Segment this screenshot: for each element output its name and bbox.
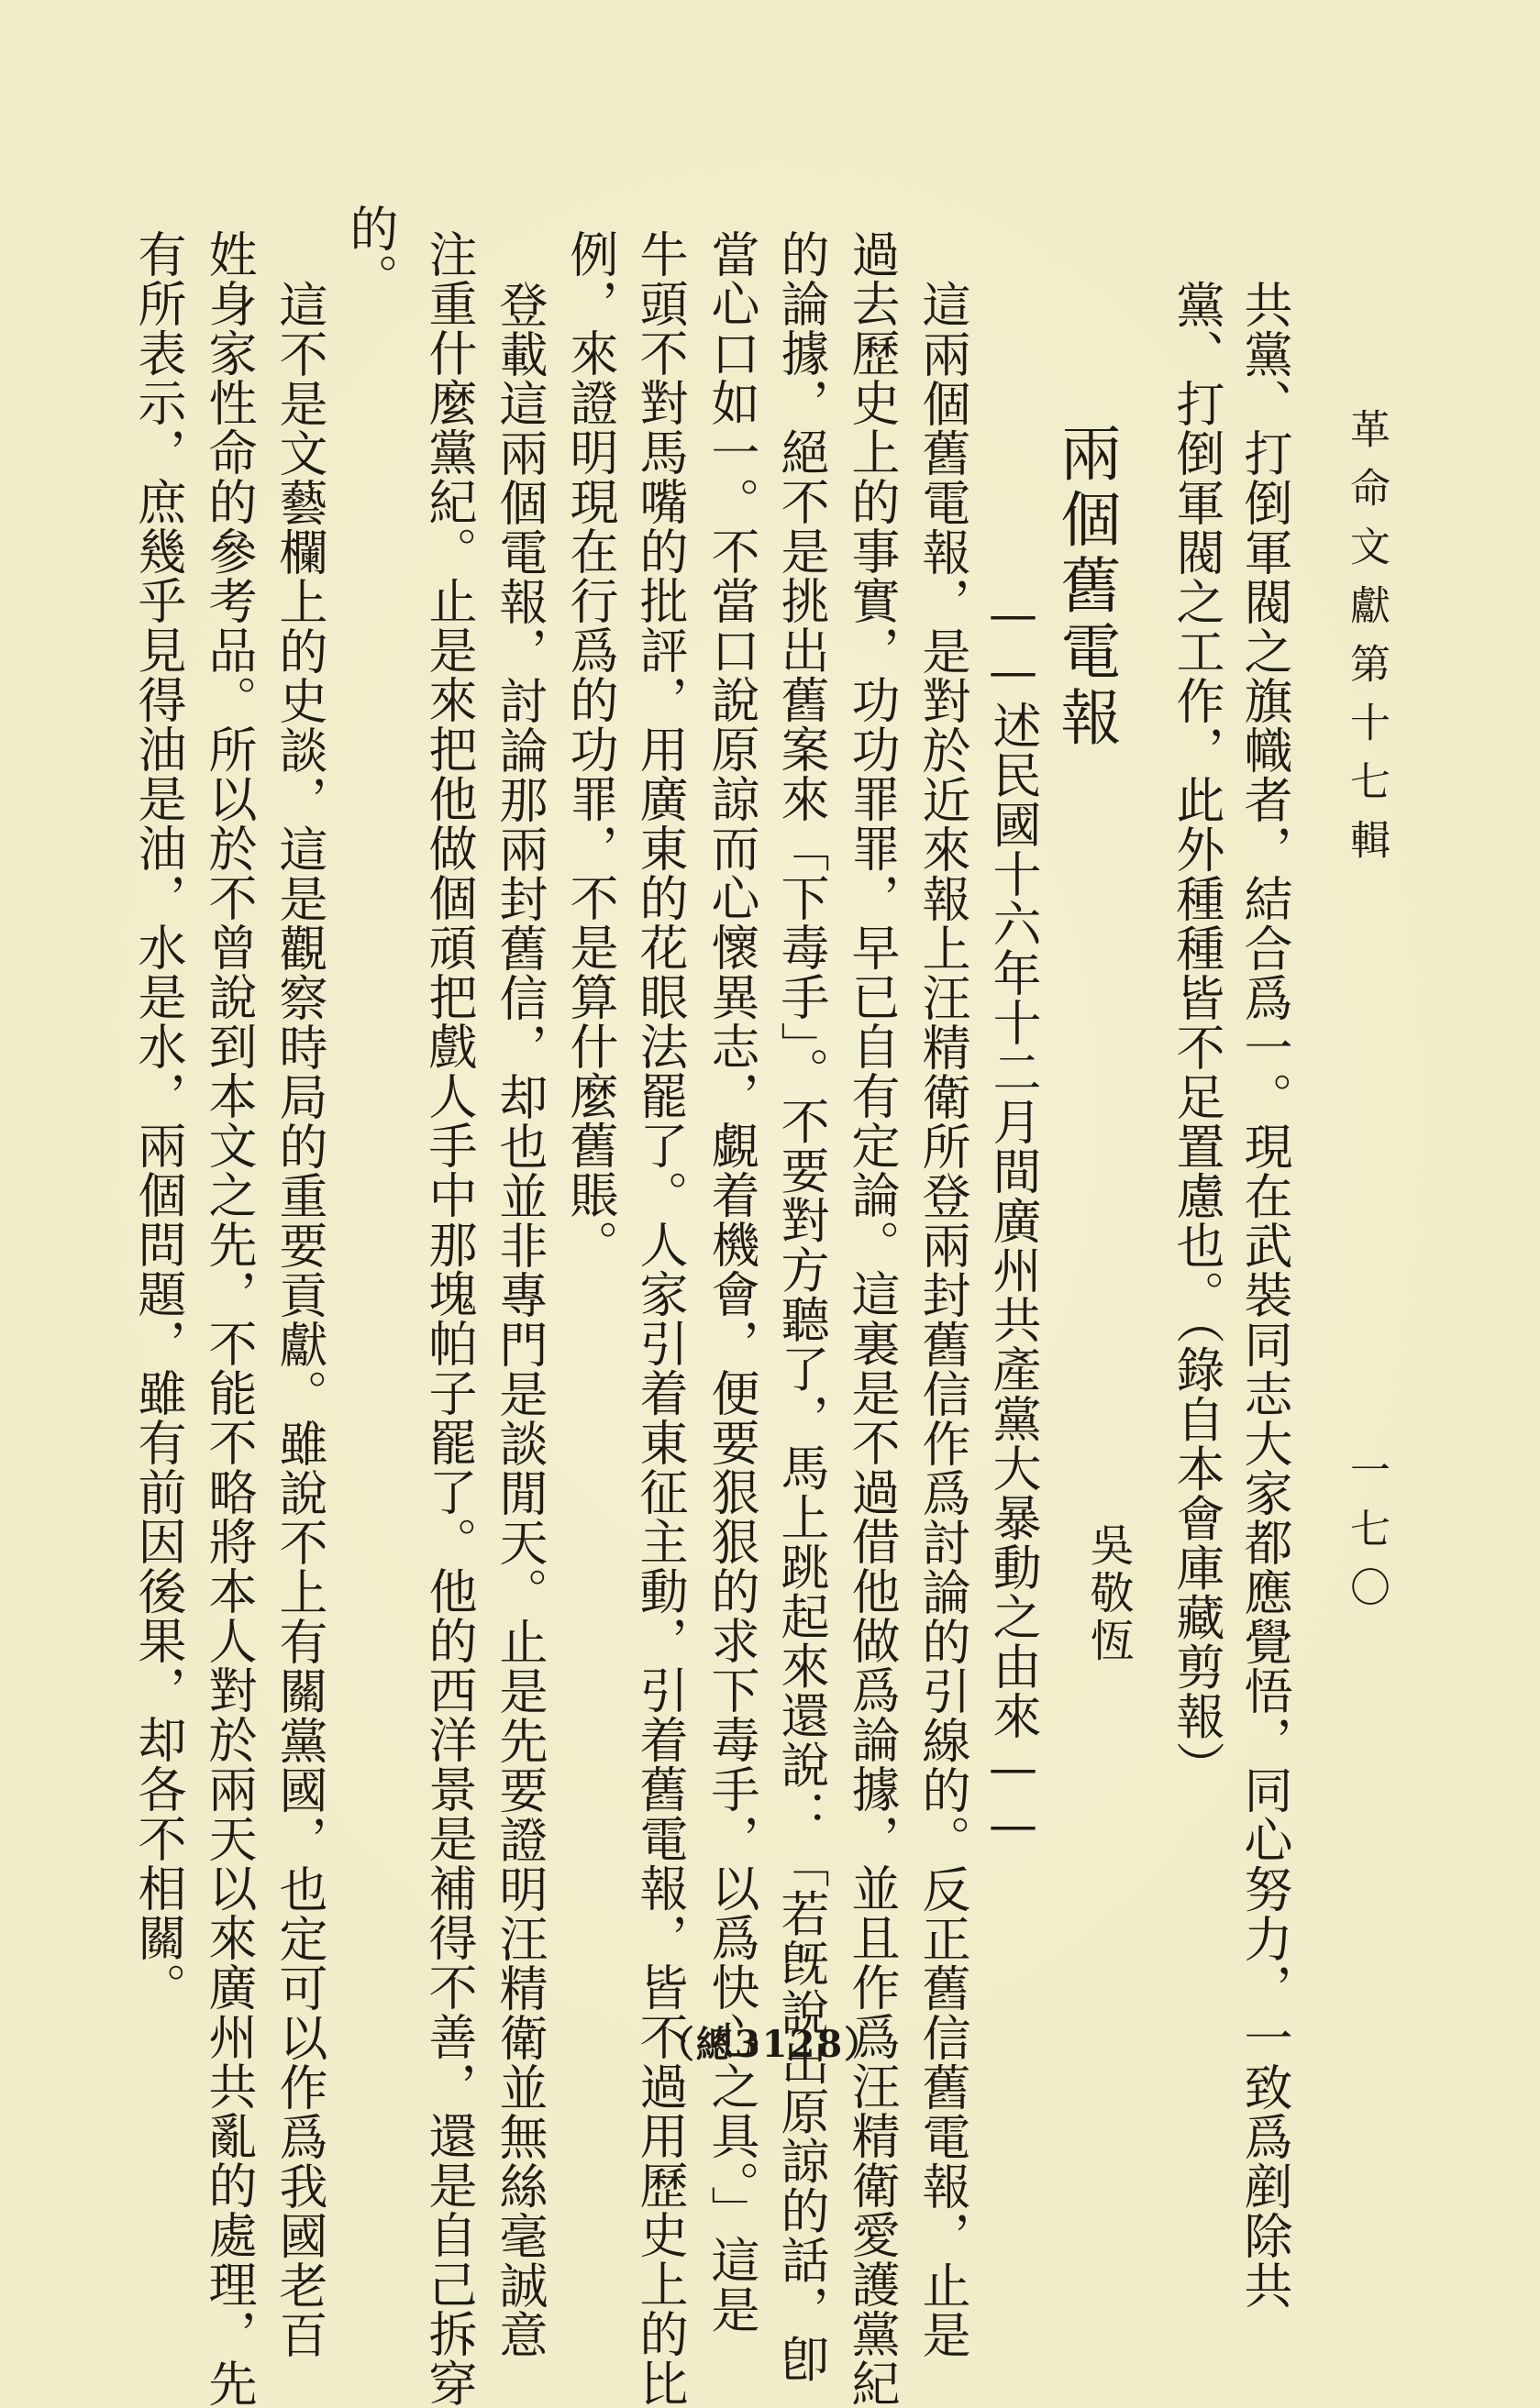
body-line-10: 這不是文藝欄上的史談，這是觀察時局的重要貢獻。雖說不上有關黨國，也定可以作爲我國老百 (271, 280, 327, 2359)
body-line-5: 牛頭不對馬嘴的批評，用廣東的花眼法罷了。人家引着東征主動，引着舊電報，皆不過用歷史上的比 (632, 229, 688, 2408)
prev-article-line-1: 共黨、打倒軍閥之旗幟者，結合爲一。現在武裝同志大家都應覺悟，同心努力，一致爲剷除共 (1236, 280, 1292, 2310)
body-line-1: 這兩個舊電報，是對於近來報上汪精衛所登兩封舊信作爲討論的引線的。反正舊信舊電報，止是 (914, 280, 970, 2359)
footer-total-page: （總3128） (657, 2023, 883, 2066)
body-line-11: 姓身家性命的參考品。所以於不曾說到本文之先，不能不略將本人對於兩天以來廣州共亂的處理，先 (201, 229, 257, 2408)
article-title: 兩個舊電報 (1050, 422, 1121, 752)
body-line-4: 當心口如一。不當口說原諒而心懷異志，覷着機會，便要狠狠的求下毒手，以爲快心之具。」這是 (704, 229, 759, 2335)
prev-article-line-2: 黨、打倒軍閥之工作，此外種種皆不足置慮也。（錄自本會庫藏剪報） (1169, 280, 1224, 1791)
body-line-9: 的。 (342, 204, 398, 303)
article-subtitle: ——述民國十六年十二月間廣州共產黨大暴動之由來—— (985, 587, 1041, 1854)
running-header-book-title: 革命文獻第十七輯 (1343, 408, 1390, 878)
running-header-page-number: 一七〇 (1343, 1449, 1390, 1625)
body-line-6: 例，來證明現在行爲的功罪，不是算什麼舊賬。 (562, 229, 618, 1269)
body-line-7: 登載這兩個電報，討論那兩封舊信，却也並非專門是談閒天。止是先要證明汪精衛並無絲毫誠意 (492, 280, 548, 2359)
body-line-3: 的論據，絕不是挑出舊案來「下毒手」。不要對方聽了，馬上跳起來還說：「若旣說出原諒的話，卽 (773, 229, 829, 2384)
article-author: 吳敬恆 (1082, 1522, 1134, 1665)
body-line-12: 有所表示，庶幾乎見得油是油，水是水，兩個問題，雖有前因後果，却各不相關。 (130, 229, 186, 2012)
body-line-2: 過去歷史上的事實，功功罪罪，早已自有定論。這裏是不過借他做爲論據，並且作爲汪精衛愛護黨紀 (844, 229, 900, 2408)
body-line-8: 注重什麼黨紀。止是來把他做個頑把戲人手中那塊帕子罷了。他的西洋景是補得不善，還是自己拆穿 (421, 229, 477, 2408)
